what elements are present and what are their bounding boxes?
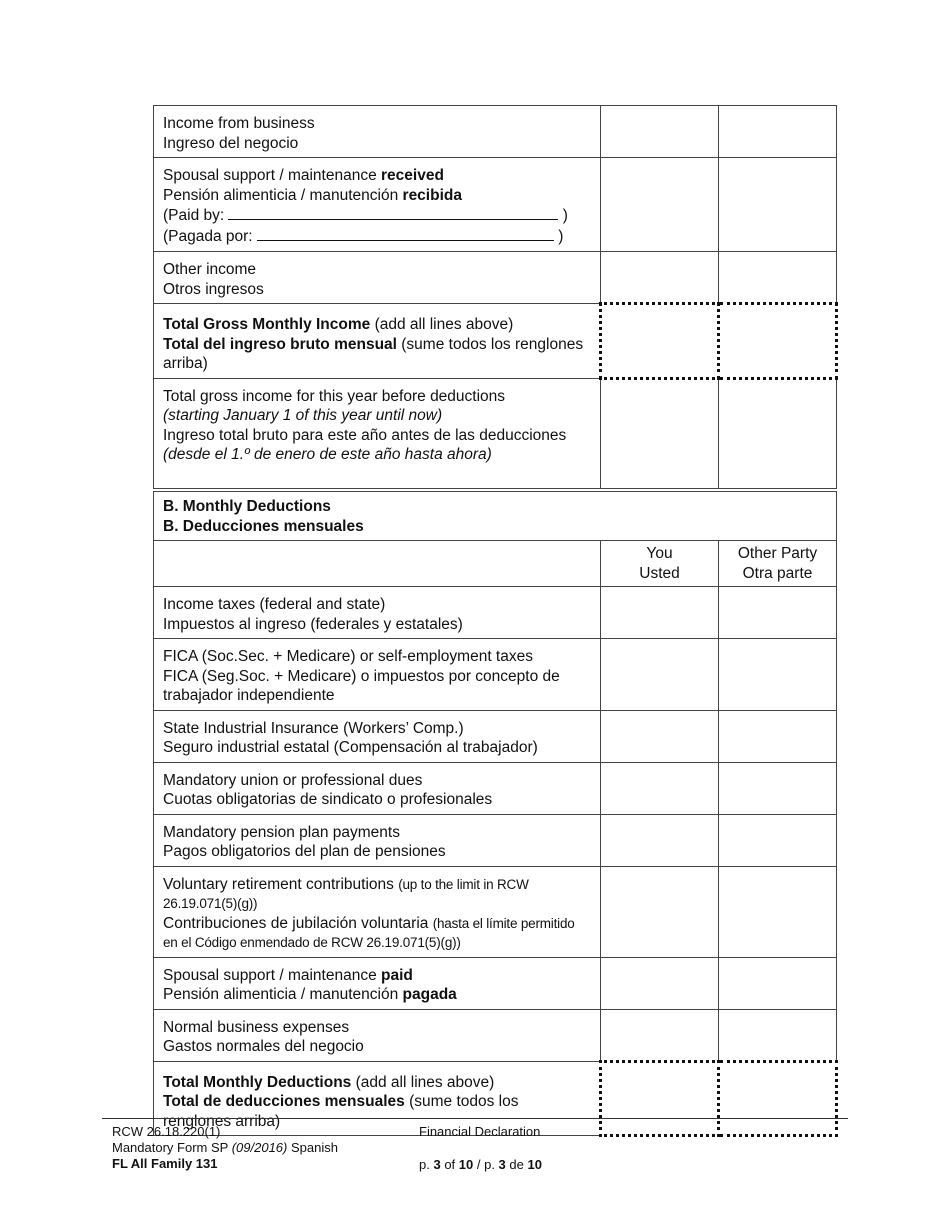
row-label [154,814,601,866]
label-text: Pensión alimenticia / manutención [163,186,403,204]
label-en [163,966,591,986]
you-amount-cell[interactable] [601,762,719,814]
footer-form-date: (09/2016) [231,1140,288,1155]
paid-by-label-es: (Pagada por: [163,227,253,245]
paid-by-line-es [163,226,591,247]
label-es [163,335,590,374]
label-en: Normal business expenses [163,1018,350,1036]
page-of: of [440,1157,459,1172]
label-text: Pensión alimenticia / manutención [163,986,403,1003]
page-num-es: 3 [498,1157,506,1172]
table-row [154,866,837,957]
row-label [154,106,601,158]
page-total: 10 [458,1157,474,1172]
page-p: p. [419,1157,434,1172]
you-amount-cell[interactable] [601,639,719,711]
table-row [154,639,837,711]
row-label [154,304,601,379]
label-bold: Total del ingreso bruto mensual [163,335,397,353]
page-total-es: 10 [527,1157,542,1172]
label-bold: received [381,167,444,184]
row-label [154,957,601,1009]
label-en: Mandatory union or professional dues [163,771,423,789]
row-label [154,252,601,304]
you-amount-cell[interactable] [601,587,719,639]
deductions-table [153,491,838,1137]
label-bold: Total de deducciones mensuales [163,1093,405,1110]
other-party-amount-cell[interactable] [719,378,837,488]
section-title-en: B. Monthly Deductions [163,498,331,515]
you-amount-cell[interactable] [601,252,719,304]
section-title [154,492,837,541]
paid-by-label: (Paid by: [163,207,225,224]
page-de: de [505,1157,528,1172]
table-row [154,304,837,379]
label-text: (add all lines above) [351,1073,495,1091]
label-es: FICA (Seg.Soc. + Medicare) o impuestos por concepto de trabajador independiente [163,667,560,704]
label-en [163,1073,590,1093]
label-es: Pagos obligatorios del plan de pensiones [163,843,446,860]
label-es [163,914,591,953]
label-text: (add all lines above) [370,316,514,333]
label-en [163,315,590,335]
row-label [154,378,601,488]
table-row [154,587,837,639]
label-es: Otros ingresos [163,280,264,298]
paren: ) [562,207,568,224]
section-title-es: B. Deducciones mensuales [163,517,364,535]
you-amount-cell[interactable] [601,710,719,762]
col-you-en: You [646,545,673,562]
you-total-cell[interactable] [601,1061,719,1136]
other-party-amount-cell[interactable] [719,710,837,762]
paid-by-input[interactable] [228,205,558,220]
row-label [154,710,601,762]
label-en-italic: (starting January 1 of this year until now) [163,407,443,424]
col-header-you [601,541,719,587]
you-amount-cell[interactable] [601,814,719,866]
label-italic: (desde el 1.º de enero de este año hasta ahora) [163,446,492,463]
label-bold: paid [381,966,413,984]
table-row [154,378,837,488]
you-total-cell[interactable] [601,304,719,379]
col-other-es: Otra parte [742,564,813,582]
row-label [154,866,601,957]
col-other-en: Other Party [737,545,818,562]
label-en [163,166,591,186]
other-party-amount-cell[interactable] [719,957,837,1009]
table-row [154,252,837,304]
row-label [154,762,601,814]
label-small: (hasta el límite permitido en el Código enmendado de RCW 26.19.071(5)(g)) [163,915,575,950]
other-party-amount-cell[interactable] [719,106,837,158]
page-num: 3 [433,1157,441,1172]
row-label [154,1009,601,1061]
footer-family: FL All Family 131 [112,1156,218,1171]
other-party-amount-cell[interactable] [719,639,837,711]
label-en: State Industrial Insurance (Workers’ Comp.) [163,719,464,737]
you-amount-cell[interactable] [601,158,719,252]
paid-by-input-es[interactable] [257,226,554,241]
you-amount-cell[interactable] [601,378,719,488]
label-en: Mandatory pension plan payments [163,823,400,841]
label-small: (up to the limit in RCW 26.19.071(5)(g)) [163,876,529,911]
empty-header-cell [154,541,601,587]
table-row [154,762,837,814]
other-party-total-cell[interactable] [719,1061,837,1136]
other-party-amount-cell[interactable] [719,814,837,866]
label-bold: Total Monthly Deductions [163,1073,352,1091]
label-es [163,426,591,465]
label-en: FICA (Soc.Sec. + Medicare) or self-employment taxes [163,648,533,665]
table-row [154,710,837,762]
other-party-amount-cell[interactable] [719,252,837,304]
label-text: Ingreso total bruto para este año antes de las deducciones [163,426,567,444]
footer-left [112,1124,338,1172]
other-party-total-cell[interactable] [719,304,837,379]
row-label [154,158,601,252]
label-text: Spousal support / maintenance [163,966,381,984]
other-party-amount-cell[interactable] [719,158,837,252]
table-row [154,957,837,1009]
label-bold: recibida [402,186,462,204]
label-es: Impuestos al ingreso (federales y estatales) [163,615,463,633]
label-text: Voluntary retirement contributions [163,875,399,893]
row-label [154,587,601,639]
label-es: Cuotas obligatorias de sindicato o profesionales [163,791,493,808]
label-text: Contribuciones de jubilación voluntaria [163,914,433,932]
table-row [154,814,837,866]
label-en [163,875,591,914]
col-header-other-party [719,541,837,587]
page-sep: / p. [473,1157,499,1172]
page-number [419,1157,542,1173]
label-bold: Total Gross Monthly Income [163,316,371,333]
footer-rcw: RCW 26.18.220(1) [112,1124,221,1139]
income-table [153,105,838,489]
you-amount-cell[interactable] [601,106,719,158]
label-en: Other income [163,261,257,278]
column-header-row [154,541,837,587]
other-party-amount-cell[interactable] [719,587,837,639]
other-party-amount-cell[interactable] [719,866,837,957]
row-label [154,639,601,711]
you-amount-cell[interactable] [601,866,719,957]
label-es: Seguro industrial estatal (Compensación al trabajador) [163,739,538,756]
label-bold: pagada [402,986,457,1003]
other-party-amount-cell[interactable] [719,762,837,814]
footer-title: Financial Declaration [419,1124,541,1139]
page-footer [102,1118,848,1172]
footer-form [112,1140,338,1156]
label-es: Gastos normales del negocio [163,1038,364,1055]
table-row [154,1009,837,1061]
footer-form-text: Mandatory Form SP [112,1140,232,1155]
label-en: Total gross income for this year before deductions [163,387,506,405]
table-row [154,158,837,252]
other-party-amount-cell[interactable] [719,1009,837,1061]
paren: ) [558,227,564,245]
footer-form-lang: Spanish [287,1140,338,1155]
label-en: Income taxes (federal and state) [163,596,386,613]
label-text: (sume todos los renglones arriba) [163,1093,519,1130]
section-header-row [154,492,837,541]
label-text: (sume todos los renglones arriba) [163,335,584,372]
label-es: Ingreso del negocio [163,134,299,152]
paid-by-line [163,205,591,226]
table-row [154,106,837,158]
you-amount-cell[interactable] [601,957,719,1009]
col-you-es: Usted [639,564,680,582]
label-es [163,985,591,1005]
you-amount-cell[interactable] [601,1009,719,1061]
label-es [163,186,591,206]
label-text: Spousal support / maintenance [163,167,381,184]
label-en: Income from business [163,115,315,132]
